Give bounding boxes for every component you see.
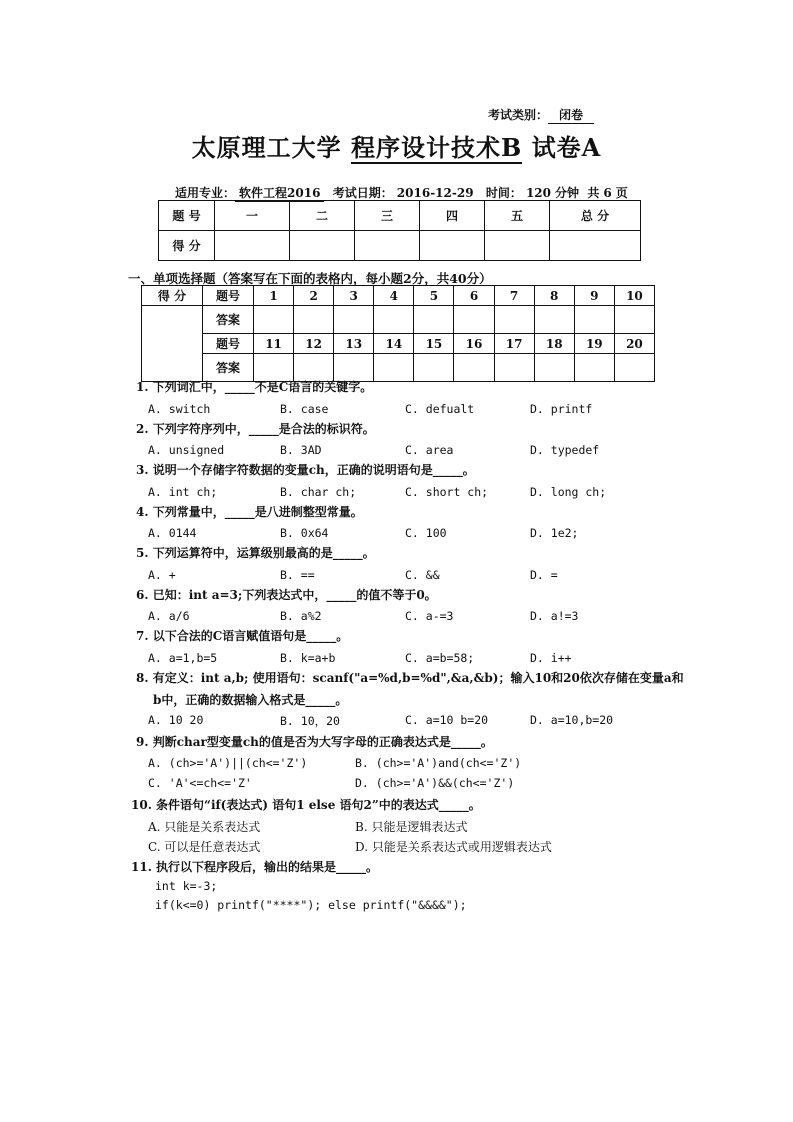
num-cell: 1 xyxy=(254,286,294,306)
option: A. switch xyxy=(148,402,211,416)
answer-cell[interactable] xyxy=(494,306,534,334)
option: A. 只能是关系表达式 xyxy=(148,820,261,834)
num-cell: 7 xyxy=(494,286,534,306)
major-label: 适用专业： xyxy=(175,186,236,200)
answer-cell[interactable] xyxy=(574,306,614,334)
option: B. 0x64 xyxy=(280,526,329,540)
option: B. (ch>='A')and(ch<='Z') xyxy=(355,756,522,770)
table-row xyxy=(142,334,655,354)
option: B. 只能是逻辑表达式 xyxy=(355,820,468,834)
option: A. unsigned xyxy=(148,443,225,457)
option: B. k=a+b xyxy=(280,651,336,665)
num-cell: 8 xyxy=(534,286,574,306)
ans-label: 答案 xyxy=(203,306,254,334)
answer-table xyxy=(141,285,655,382)
option: C. 'A'<=ch<='Z' xyxy=(148,776,252,790)
option: D. 只能是关系表达式或用逻辑表达式 xyxy=(355,840,552,854)
table-row xyxy=(142,286,655,306)
answer-cell[interactable] xyxy=(454,306,494,334)
answer-cell[interactable] xyxy=(294,306,334,334)
exam-type-value: 闭卷 xyxy=(548,106,594,124)
option: C. area xyxy=(405,443,454,457)
option: D. typedef xyxy=(530,443,600,457)
time-value: 120 xyxy=(522,186,555,201)
score-label: 得 分 xyxy=(142,286,203,306)
option: C. 可以是任意表达式 xyxy=(148,840,261,854)
score-table-score-row xyxy=(159,231,641,261)
total-label: 共 xyxy=(587,186,600,200)
question-4: 4. 下列常量中，_____是八进制整型常量。 xyxy=(136,505,363,519)
answer-cell[interactable] xyxy=(374,306,414,334)
score-table-cell: 三 xyxy=(355,201,420,231)
date-value: 2016-12-29 xyxy=(393,186,478,201)
option: C. defualt xyxy=(405,402,475,416)
score-cell[interactable] xyxy=(290,231,355,261)
score-cell[interactable] xyxy=(215,231,290,261)
option: A. 10 20 xyxy=(148,713,204,727)
exam-type xyxy=(488,106,594,124)
num-cell: 16 xyxy=(454,334,494,354)
option: D. a=10,b=20 xyxy=(530,713,614,727)
num-cell: 13 xyxy=(334,334,374,354)
option: C. && xyxy=(405,568,440,582)
question-7: 7. 以下合法的C语言赋值语句是_____。 xyxy=(136,629,349,643)
num-cell: 15 xyxy=(414,334,454,354)
score-table-cell: 题 号 xyxy=(159,201,215,231)
score-table-header-row xyxy=(159,201,641,231)
answer-cell[interactable] xyxy=(534,354,574,382)
question-1: 1. 下列词汇中，_____不是C语言的关键字。 xyxy=(136,380,373,394)
question-10: 10. 条件语句“if(表达式) 语句1 else 语句2”中的表达式_____。 xyxy=(131,798,481,812)
num-cell: 19 xyxy=(574,334,614,354)
option: D. = xyxy=(530,568,558,582)
question-3: 3. 说明一个存储字符数据的变量ch，正确的说明语句是_____。 xyxy=(136,463,475,477)
option: B. a%2 xyxy=(280,609,322,623)
score-table-cell: 总 分 xyxy=(550,201,641,231)
option: B. case xyxy=(280,402,329,416)
table-row xyxy=(142,306,655,334)
option: B. == xyxy=(280,568,315,582)
num-label: 题号 xyxy=(203,286,254,306)
code-line: if(k<=0) printf("****"); else printf("&&&&"); xyxy=(155,898,467,912)
score-cell[interactable] xyxy=(550,231,641,261)
answer-cell[interactable] xyxy=(614,306,654,334)
answer-cell[interactable] xyxy=(494,354,534,382)
time-unit: 分钟 xyxy=(555,186,580,200)
ans-label: 答案 xyxy=(203,354,254,382)
score-table-cell: 二 xyxy=(290,201,355,231)
answer-cell[interactable] xyxy=(574,354,614,382)
option: D. long ch; xyxy=(530,485,607,499)
num-cell: 12 xyxy=(294,334,334,354)
answer-cell[interactable] xyxy=(534,306,574,334)
question-8: 8. 有定义：int a,b; 使用语句：scanf("a=%d,b=%d",&a,&b)；输入10和20依次存储在变量a和 xyxy=(136,671,684,685)
option: B. 10，20 xyxy=(280,714,340,728)
time-label: 时间： xyxy=(485,186,522,200)
option: D. (ch>='A')&&(ch<='Z') xyxy=(355,776,515,790)
score-table-cell: 四 xyxy=(420,201,485,231)
num-cell: 18 xyxy=(534,334,574,354)
option: D. a!=3 xyxy=(530,609,579,623)
exam-type-label: 考试类别： xyxy=(488,108,549,122)
answer-cell[interactable] xyxy=(414,306,454,334)
option: C. a=b=58; xyxy=(405,651,475,665)
option: A. (ch>='A')||(ch<='Z') xyxy=(148,756,308,770)
paper-name: 试卷A xyxy=(531,133,602,162)
course-name: 程序设计技术B xyxy=(351,133,523,162)
option: C. a-=3 xyxy=(405,609,454,623)
num-cell: 14 xyxy=(374,334,414,354)
question-5: 5. 下列运算符中，运算级别最高的是_____。 xyxy=(136,546,375,560)
option: D. printf xyxy=(530,402,593,416)
option: A. int ch; xyxy=(148,485,218,499)
date-label: 考试日期： xyxy=(332,186,393,200)
option: A. a=1,b=5 xyxy=(148,651,218,665)
pages-unit: 页 xyxy=(615,186,628,200)
score-table-cell: 得 分 xyxy=(159,231,215,261)
num-cell: 20 xyxy=(614,334,654,354)
option: A. a/6 xyxy=(148,609,190,623)
answer-cell[interactable] xyxy=(334,306,374,334)
score-table-cell: 一 xyxy=(215,201,290,231)
option: C. a=10 b=20 xyxy=(405,713,489,727)
page-title xyxy=(0,128,793,163)
option: B. 3AD xyxy=(280,443,322,457)
score-table xyxy=(158,200,641,261)
question-6: 6. 已知：int a=3;下列表达式中，_____的值不等于0。 xyxy=(136,588,437,602)
answer-cell[interactable] xyxy=(374,354,414,382)
score-cell[interactable] xyxy=(420,231,485,261)
num-label: 题号 xyxy=(203,334,254,354)
num-cell: 6 xyxy=(454,286,494,306)
score-table-cell: 五 xyxy=(485,201,550,231)
num-cell: 9 xyxy=(574,286,614,306)
num-cell: 2 xyxy=(294,286,334,306)
option: D. 1e2; xyxy=(530,526,579,540)
score-cell[interactable] xyxy=(355,231,420,261)
section1-title: 一、单项选择题（答案写在下面的表格内，每小题2分，共40分） xyxy=(128,271,492,286)
num-cell: 4 xyxy=(374,286,414,306)
school-name: 太原理工大学 xyxy=(191,133,342,162)
question-9: 9. 判断char型变量ch的值是否为大写字母的正确表达式是_____。 xyxy=(136,735,493,749)
score-blank[interactable] xyxy=(142,306,203,382)
option: A. + xyxy=(148,568,176,582)
num-cell: 10 xyxy=(614,286,654,306)
option: B. char ch; xyxy=(280,485,357,499)
num-cell: 5 xyxy=(414,286,454,306)
option: A. 0144 xyxy=(148,526,197,540)
answer-cell[interactable] xyxy=(454,354,494,382)
option: D. i++ xyxy=(530,651,572,665)
question-8-cont: b中，正确的数据输入格式是_____。 xyxy=(153,693,348,707)
question-2: 2. 下列字符序列中，_____是合法的标识符。 xyxy=(136,422,375,436)
num-cell: 17 xyxy=(494,334,534,354)
code-line: int k=-3; xyxy=(155,879,218,893)
answer-cell[interactable] xyxy=(254,306,294,334)
num-cell: 3 xyxy=(334,286,374,306)
num-cell: 11 xyxy=(254,334,294,354)
pages-value: 6 xyxy=(599,186,615,201)
score-cell[interactable] xyxy=(485,231,550,261)
answer-cell[interactable] xyxy=(414,354,454,382)
major-value: 软件工程2016 xyxy=(235,184,324,202)
option: C. 100 xyxy=(405,526,447,540)
option: C. short ch; xyxy=(405,485,489,499)
answer-cell[interactable] xyxy=(614,354,654,382)
question-11: 11. 执行以下程序段后，输出的结果是_____。 xyxy=(131,860,379,874)
